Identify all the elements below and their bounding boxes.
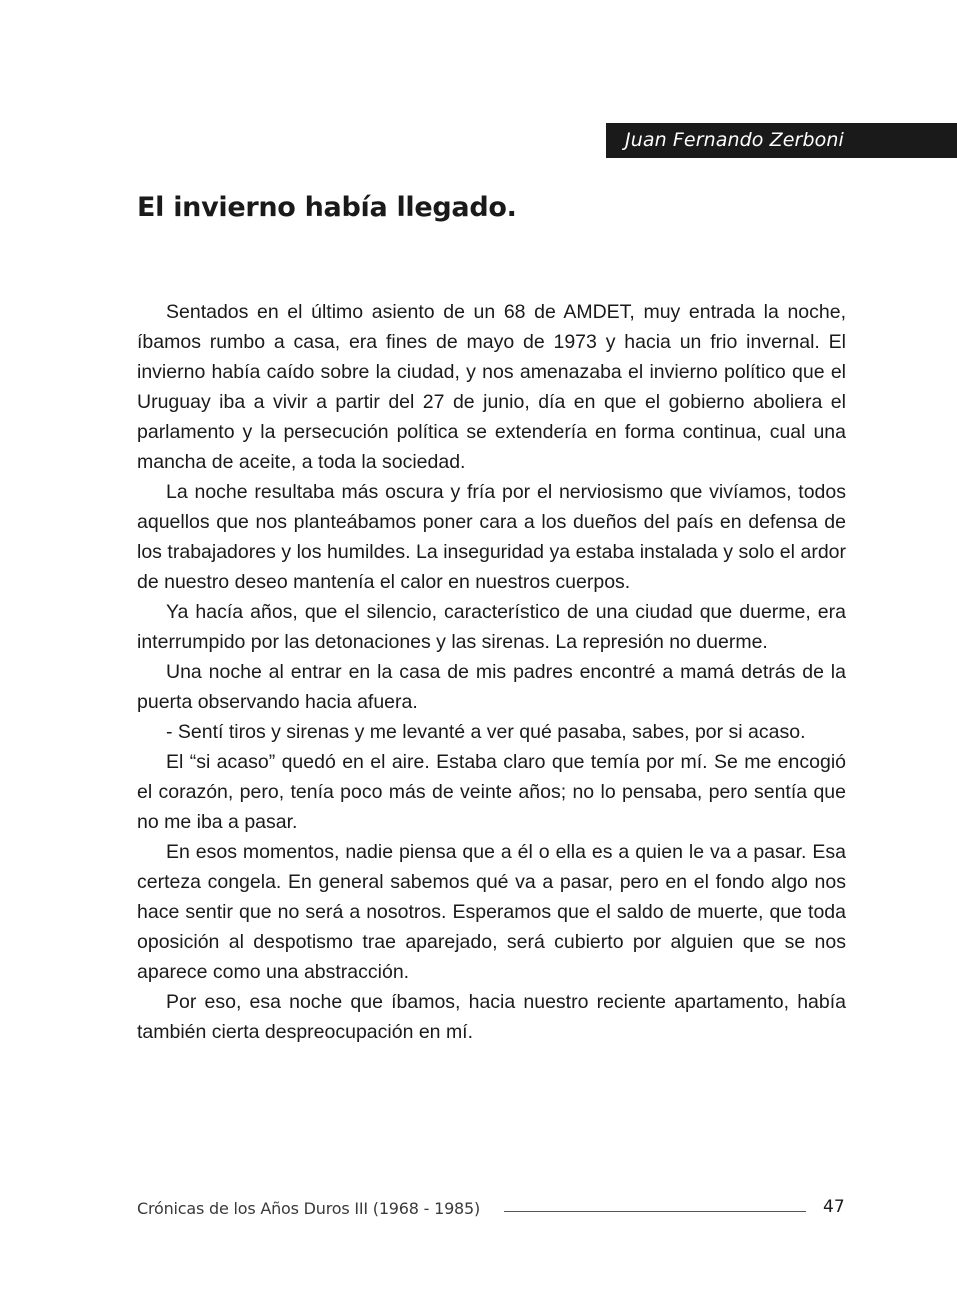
paragraph: Ya hacía años, que el silencio, característico de una ciudad que duerme, era interrumpido por las detonaciones y las sirenas. La represión no duerme. [137, 601, 846, 653]
footer-book-title: Crónicas de los Años Duros III (1968 - 1985) [137, 1199, 481, 1218]
paragraph: En esos momentos, nadie piensa que a él o ella es a quien le va a pasar. Esa certeza congela. En general sabemos qué va a pasar, pero en el fondo algo nos hace sentir que no será a nosotros. Esperamos que el saldo de muerte, que toda oposición al despotismo trae aparejado, será cubierto por alguien que se nos aparece como una abstracción. [137, 841, 846, 983]
author-banner [606, 123, 957, 158]
chapter-title: El invierno había llegado. [137, 192, 517, 223]
paragraph: Sentados en el último asiento de un 68 de AMDET, muy entrada la noche, íbamos rumbo a casa, era fines de mayo de 1973 y hacia un frio invernal. El invierno había caído sobre la ciudad, y nos amenazaba el invierno político que el Uruguay iba a vivir a partir del 27 de junio, día en que el gobierno aboliera el parlamento y la persecución política se extendería en forma continua, cual una mancha de aceite, a toda la sociedad. [137, 301, 846, 473]
paragraph: El “si acaso” quedó en el aire. Estaba claro que temía por mí. Se me encogió el corazón, pero, tenía poco más de veinte años; no lo pensaba, pero sentía que no me iba a pasar. [137, 751, 846, 833]
paragraph: Por eso, esa noche que íbamos, hacia nuestro reciente apartamento, había también cierta despreocupación en mí. [137, 991, 846, 1043]
author-name: Juan Fernando Zerboni [625, 129, 844, 151]
paragraph: - Sentí tiros y sirenas y me levanté a ver qué pasaba, sabes, por si acaso. [166, 721, 806, 743]
paragraph: Una noche al entrar en la casa de mis padres encontré a mamá detrás de la puerta observando hacia afuera. [137, 661, 846, 713]
footer-divider [504, 1211, 806, 1212]
chapter-body [137, 297, 846, 1047]
page-number: 47 [823, 1197, 845, 1217]
paragraph: La noche resultaba más oscura y fría por el nerviosismo que vivíamos, todos aquellos que nos planteábamos poner cara a los dueños del país en defensa de los trabajadores y los humildes. La inseguridad ya estaba instalada y solo el ardor de nuestro deseo mantenía el calor en nuestros cuerpos. [137, 481, 846, 593]
